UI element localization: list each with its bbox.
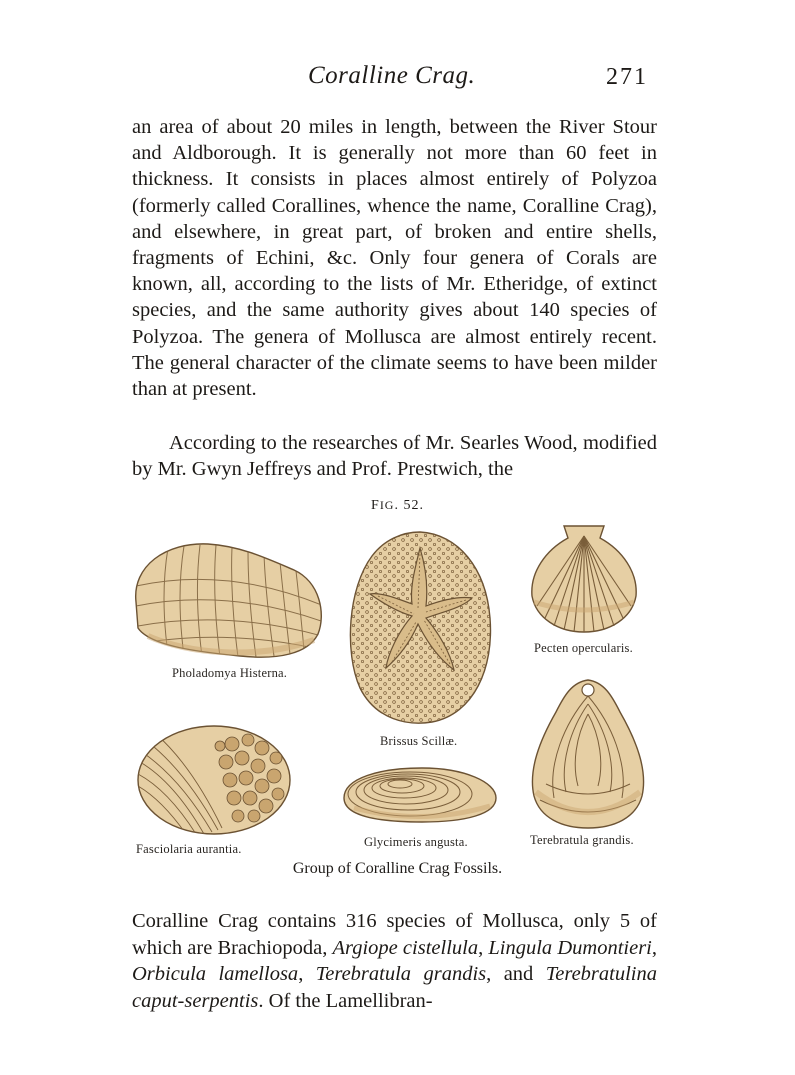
paragraph-3: Coralline Crag contains 316 species of Mollusca, only 5 of which are Brachiopoda, Argiope cistellula, Lingula Dumontieri, Orbicula lamellosa, Terebratula grandis, and Terebratulina caput-serpentis. Of the Lamellibran-: [132, 910, 657, 1012]
caption-pecten: Pecten opercularis.: [534, 641, 633, 655]
species-argiope: Argiope cistellula: [332, 936, 479, 959]
fasciolaria-illustration: [134, 722, 294, 838]
species-orbicula: Orbicula lamellosa: [132, 963, 299, 985]
page-number: 271: [606, 64, 648, 90]
running-title: Coralline Crag.: [308, 62, 476, 89]
figure-caption: Group of Coralline Crag Fossils.: [292, 860, 503, 877]
brissus-illustration: [346, 528, 494, 726]
running-head: [0, 62, 795, 96]
pholadomya-illustration: [128, 536, 328, 664]
pecten-illustration: [526, 522, 642, 636]
figure-label: FIG. 52.: [371, 498, 424, 513]
paragraph-2: According to the researches of Mr. Searles Wood, modified by Mr. Gwyn Jeffreys and Prof. Prestwich, the: [132, 432, 657, 481]
terebratula-illustration: [524, 674, 652, 832]
caption-brissus: Brissus Scillæ.: [380, 734, 458, 748]
paragraph-1: an area of about 20 miles in length, between the River Stour and Aldborough. It is generally not more than 60 feet in thickness. It consists in places almost entirely of Polyzoa (formerly called Corallines, whence the name, Coralline Crag), and elsewhere, in great part, of broken and entire shells, fragments of Echini, &c. Only four genera of Corals are known, all, according to the lists of Mr. Etheridge, of extinct species, and the same authority gives about 140 species of Polyzoa. The genera of Mollusca are almost entirely recent. The general character of the climate seems to have been milder than at present.: [132, 116, 657, 401]
caption-fasciolaria: Fasciolaria aurantia.: [136, 842, 242, 856]
caption-glycimeris: Glycimeris angusta.: [364, 835, 468, 849]
glycimeris-illustration: [340, 764, 500, 826]
species-terebratulina: Terebratulina caput-serpentis: [132, 963, 657, 1012]
caption-pholadomya: Pholadomya Histerna.: [172, 666, 288, 680]
species-lingula: Lingula Dumontieri: [488, 936, 652, 959]
caption-terebratula: Terebratula grandis.: [530, 833, 634, 847]
species-terebratula: Terebratula grandis: [315, 963, 487, 985]
